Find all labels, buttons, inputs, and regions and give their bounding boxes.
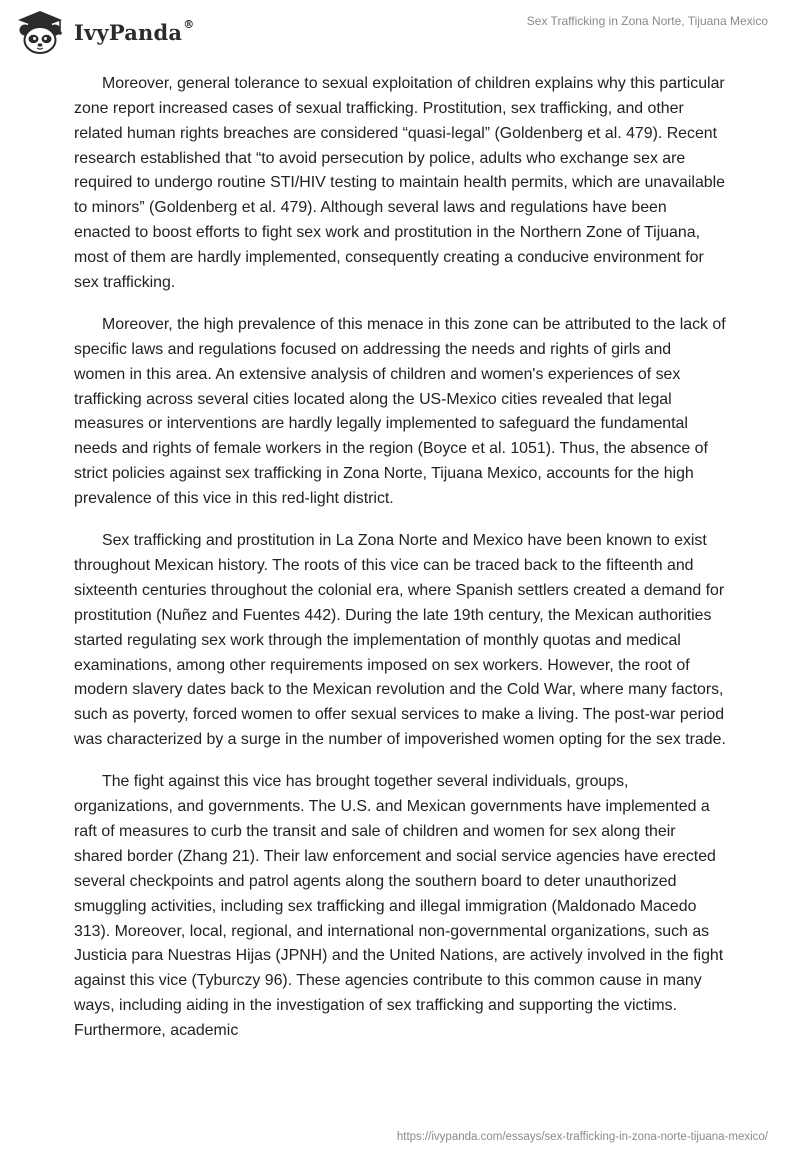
document-title: Sex Trafficking in Zona Norte, Tijuana Mexico — [526, 14, 768, 28]
source-url-link[interactable]: https://ivypanda.com/essays/sex-trafficking-in-zona-norte-tijuana-mexico/ — [396, 1131, 768, 1143]
logo-text: IvyPanda — [74, 19, 183, 45]
ivypanda-logo[interactable] — [10, 8, 194, 56]
logo-wordmark — [74, 17, 195, 45]
page-header — [0, 0, 800, 62]
panda-graduation-cap-icon — [10, 8, 70, 56]
paragraph: Moreover, general tolerance to sexual exploitation of children explains why this particular zone report increased cases of sexual trafficking. Prostitution, sex trafficking, and other related human rights breaches are considered “quasi-legal” (Goldenberg et al. 479). Recent research established that “to avoid persecution by police, adults who exchange sex are required to undergo routine STI/HIV testing to maintain health permits, which are unavailable to minors” (Goldenberg et al. 479). Although several laws and regulations have been enacted to boost efforts to fight sex work and prostitution in the Northern Zone of Tijuana, most of them are hardly implemented, consequently creating a conducive environment for sex trafficking. — [74, 75, 725, 291]
paragraph: Sex trafficking and prostitution in La Zona Norte and Mexico have been known to exist throughout Mexican history. The roots of this vice can be traced back to the fifteenth and sixteenth centuries throughout the colonial era, where Spanish settlers created a demand for prostitution (Nuñez and Fuentes 442). During the late 19th century, the Mexican authorities started regulating sex work through the implementation of monthly quotas and medical examinations, among other requirements imposed on sex workers. However, the root of modern slavery dates back to the Mexican revolution and the Cold War, where many factors, such as poverty, forced women to offer sexual services to make a living. The post-war period was characterized by a surge in the number of impoverished women opting for the sex trade. — [74, 532, 726, 749]
essay-body — [74, 72, 726, 1061]
paragraph: The fight against this vice has brought together several individuals, groups, organizations, and governments. The U.S. and Mexican governments have implemented a raft of measures to curb the transit and sale of children and women for sex along their shared border (Zhang 21). Their law enforcement and social service agencies have erected several checkpoints and patrol agents along the southern board to deter unauthorized smuggling activities, including sex trafficking and illegal immigration (Maldonado Macedo 313). Moreover, local, regional, and international non-governmental organizations, such as Justicia para Nuestras Hijas (JPNH) and the United Nations, are actively involved in the fight against this vice (Tyburczy 96). These agencies contribute to this common cause in many ways, including aiding in the investigation of sex trafficking and supporting the victims. Furthermore, academic — [74, 773, 724, 1039]
paragraph: Moreover, the high prevalence of this menace in this zone can be attributed to the lack of specific laws and regulations focused on addressing the needs and rights of girls and women in this area. An extensive analysis of children and women's experiences of sex trafficking across several cities located along the US-Mexico cities revealed that legal measures or interventions are hardly legally implemented to safeguard the fundamental needs and rights of female workers in the region (Boyce et al. 1051). Thus, the absence of strict policies against sex trafficking in Zona Norte, Tijuana Mexico, accounts for the high prevalence of this vice in this red-light district. — [74, 316, 726, 507]
registered-mark: ® — [183, 17, 195, 31]
